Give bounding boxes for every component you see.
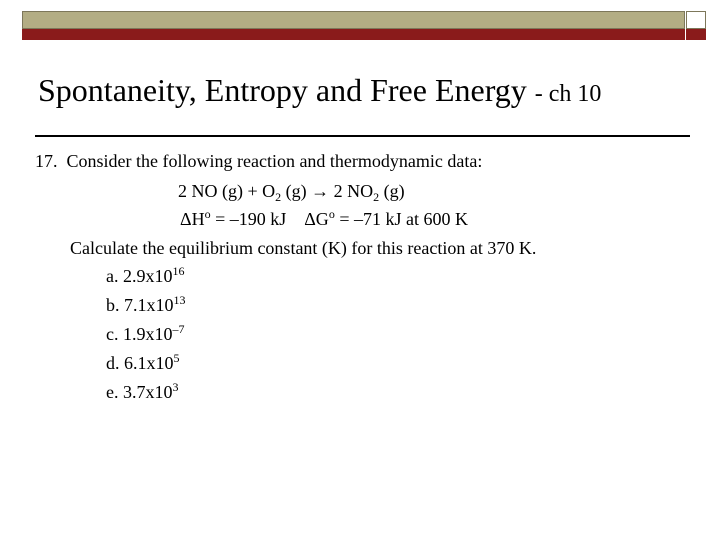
dg-superscript: o [328, 207, 335, 221]
option-letter: e. [106, 382, 119, 402]
question-number: 17. [35, 151, 58, 171]
dh-label: ΔH [180, 209, 205, 229]
header-bar-olive [22, 11, 685, 29]
option-letter: c. [106, 324, 119, 344]
option-exponent: 13 [173, 293, 186, 307]
reaction-part-a: 2 NO (g) + O [178, 181, 276, 201]
option-exponent: –7 [172, 322, 185, 336]
option-mantissa: 6.1x10 [124, 353, 174, 373]
option-exponent: 3 [172, 380, 179, 394]
option-mantissa: 3.7x10 [123, 382, 173, 402]
slide-title-main: Spontaneity, Entropy and Free Energy [38, 72, 527, 108]
answer-option-c[interactable] [106, 323, 185, 345]
header-bar-maroon [22, 29, 685, 40]
dg-number: = –71 kJ at 600 K [334, 209, 468, 229]
reaction-equation [178, 180, 405, 202]
thermo-data [180, 208, 468, 230]
option-letter: a. [106, 266, 119, 286]
answer-option-b[interactable] [106, 294, 186, 316]
reaction-part-b: (g) → 2 NO [281, 181, 374, 201]
answer-option-a[interactable] [106, 265, 185, 287]
dh-value [180, 209, 286, 229]
reaction-sub-no2: 2 [373, 190, 380, 204]
question-prompt: Consider the following reaction and thermodynamic data: [66, 151, 483, 171]
option-mantissa: 7.1x10 [124, 295, 174, 315]
reaction-sub-o2: 2 [275, 190, 282, 204]
question-prompt-line [35, 150, 482, 172]
answer-option-d[interactable] [106, 352, 180, 374]
option-exponent: 5 [173, 351, 180, 365]
option-mantissa: 2.9x10 [123, 266, 173, 286]
title-divider [35, 135, 690, 137]
header-square-white [686, 11, 706, 29]
reaction-part-c: (g) [379, 181, 405, 201]
header-square-maroon [686, 29, 706, 40]
slide-title [38, 70, 601, 114]
dg-value [304, 209, 468, 229]
option-letter: d. [106, 353, 120, 373]
option-letter: b. [106, 295, 120, 315]
slide-title-chapter: - ch 10 [534, 81, 602, 107]
option-mantissa: 1.9x10 [123, 324, 173, 344]
dh-superscript: o [204, 207, 211, 221]
dh-number: = –190 kJ [210, 209, 287, 229]
option-exponent: 16 [172, 264, 185, 278]
answer-option-e[interactable] [106, 381, 179, 403]
dg-label: ΔG [304, 209, 329, 229]
question-instruction: Calculate the equilibrium constant (K) for this reaction at 370 K. [70, 238, 537, 258]
